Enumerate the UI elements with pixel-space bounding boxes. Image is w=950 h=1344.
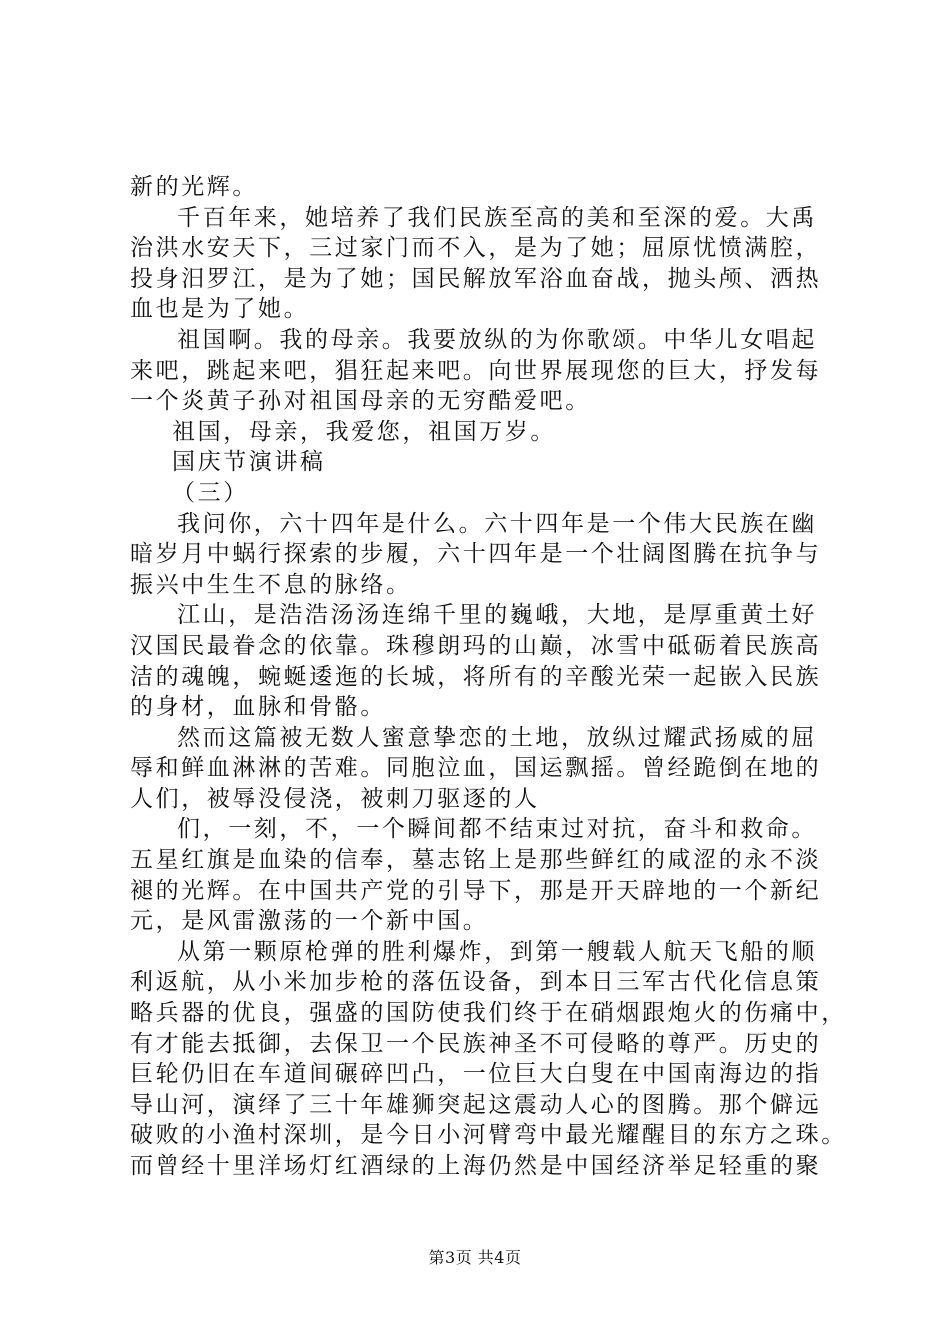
text-line: 元，是风雷激荡的一个新中国。: [130, 908, 489, 935]
text-line: 祖国啊。我的母亲。我要放纵的为你歌颂。中华儿女唱起: [177, 326, 817, 353]
text-line: 祖国，母亲，我爱您，祖国万岁。: [172, 418, 556, 445]
text-line: 江山，是浩浩汤汤连绵千里的巍峨，大地，是厚重黄土好: [177, 602, 817, 629]
text-line: 来吧，跳起来吧，猖狂起来吧。向世界展现您的巨大，抒发每: [130, 357, 822, 384]
text-line: 导山河，演绎了三十年雄狮突起这震动人心的图腾。那个僻远: [130, 1091, 822, 1118]
text-line: 血也是为了她。: [130, 296, 310, 323]
text-line: 暗岁月中蜗行探索的步履，六十四年是一个壮阔图腾在抗争与: [130, 541, 822, 568]
text-line: 治洪水安天下，三过家门而不入，是为了她；屈原忧愤满腔，: [130, 235, 822, 262]
text-line: 破败的小渔村深圳，是今日小河臂弯中最光耀醒目的东方之珠。: [130, 1122, 847, 1149]
text-line: 投身汨罗江，是为了她；国民解放军浴血奋战，抛头颅、洒热: [130, 265, 822, 292]
text-line: 从第一颗原枪弹的胜利爆炸，到第一艘载人航天飞船的顺: [177, 938, 817, 965]
text-line: 略兵器的优良，强盛的国防使我们终于在硝烟跟炮火的伤痛中，: [130, 1000, 847, 1027]
text-line: （三）: [172, 479, 249, 506]
text-line: 然而这篇被无数人蜜意挚恋的土地，放纵过耀武扬威的屈: [177, 724, 817, 751]
text-line: 的身材，血脉和骨骼。: [130, 694, 386, 721]
text-line: 褪的光辉。在中国共产党的引导下，那是开天辟地的一个新纪: [130, 877, 822, 904]
text-line: 们，一刻，不，一个瞬间都不结束过对抗，奋斗和救命。: [177, 816, 817, 843]
text-line: 人们，被辱没侵浇，被刺刀驱逐的人: [130, 785, 540, 812]
text-line: 一个炎黄子孙对祖国母亲的无穷酷爱吧。: [130, 388, 591, 415]
text-line: 辱和鲜血淋淋的苦难。同胞泣血，国运飘摇。曾经跪倒在地的: [130, 755, 822, 782]
text-line: 洁的魂魄，蜿蜒逶迤的长城，将所有的辛酸光荣一起嵌入民族: [130, 663, 822, 690]
text-line: 利返航，从小米加步枪的落伍设备，到本日三军古代化信息策: [130, 969, 822, 996]
text-line: 我问你，六十四年是什么。六十四年是一个伟大民族在幽: [177, 510, 817, 537]
text-line: 千百年来，她培养了我们民族至高的美和至深的爱。大禹: [177, 204, 817, 231]
text-line: 振兴中生生不息的脉络。: [130, 571, 412, 598]
text-line: 五星红旗是血染的信奉，墓志铭上是那些鲜红的咸涩的永不淡: [130, 847, 822, 874]
document-body: [130, 172, 847, 1182]
text-line: 汉国民最眷念的依靠。珠穆朗玛的山巅，冰雪中砥砺着民族高: [130, 632, 822, 659]
text-line: 而曾经十里洋场灯红酒绿的上海仍然是中国经济举足轻重的聚: [130, 1153, 822, 1179]
text-line: 有才能去抵御，去保卫一个民族神圣不可侵略的尊严。历史的: [130, 1030, 822, 1057]
text-line: 国庆节演讲稿: [172, 449, 326, 476]
text-line: 新的光辉。: [130, 174, 258, 200]
text-line: 巨轮仍旧在车道间碾碎凹凸，一位巨大白叟在中国南海边的指: [130, 1061, 822, 1088]
page-footer: 第3页 共4页: [428, 1248, 522, 1267]
